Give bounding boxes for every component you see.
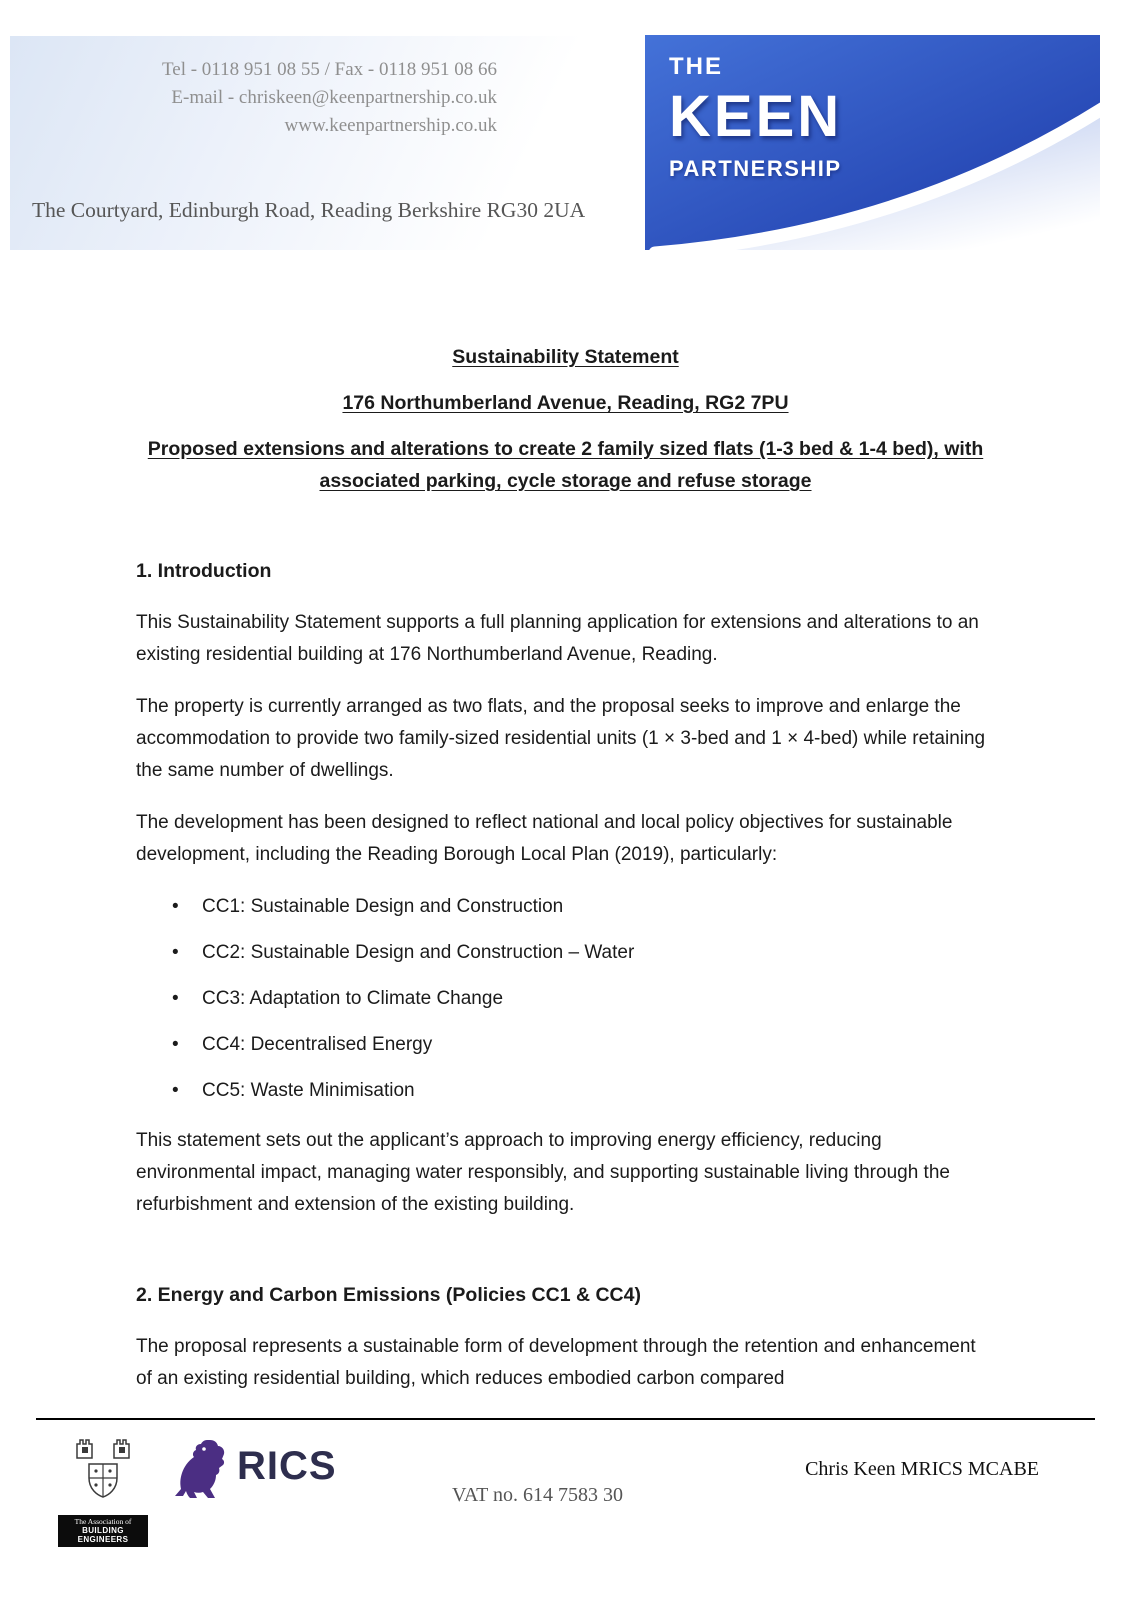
paragraph: This Sustainability Statement supports a full planning application for extensions and alterations to an existing residential building at 176 Northumberland Avenue, Reading.: [136, 612, 979, 665]
signatory-name: Chris Keen MRICS MCABE: [805, 1458, 1039, 1480]
logo-line-partnership: PARTNERSHIP: [669, 156, 842, 181]
logo-text: [669, 53, 842, 182]
abe-logo: [58, 1434, 148, 1547]
bullet-item: • CC2: Sustainable Design and Construction – Water: [136, 937, 995, 969]
paragraph: The property is currently arranged as two flats, and the proposal seeks to improve and enlarge the accommodation to provide two family-sized residential units (1 × 3-bed and 1 × 4-bed) while retaining the same number of dwellings.: [136, 696, 986, 781]
keen-partnership-logo: [645, 35, 1100, 250]
abe-label: [58, 1515, 148, 1547]
section-2-heading: 2. Energy and Carbon Emissions (Policies CC1 & CC4): [136, 1284, 641, 1306]
bullet-item: • CC3: Adaptation to Climate Change: [136, 983, 995, 1015]
section-1-heading: 1. Introduction: [136, 560, 272, 582]
logo-line-keen: KEEN: [669, 84, 843, 149]
rics-logo: [163, 1434, 337, 1498]
website-line: www.keenpartnership.co.uk: [284, 115, 497, 136]
section-introduction: [136, 555, 995, 1221]
footer-divider: [36, 1418, 1095, 1420]
address-line: The Courtyard, Edinburgh Road, Reading Berkshire RG30 2UA: [32, 198, 586, 222]
document-body: [0, 341, 1131, 1395]
vat-number: VAT no. 614 7583 30: [452, 1484, 623, 1506]
logo-line-the: THE: [669, 53, 723, 80]
bullet-item: • CC4: Decentralised Energy: [136, 1029, 995, 1061]
rics-wordmark: RICS: [237, 1443, 337, 1488]
bullet-item: • CC1: Sustainable Design and Construction: [136, 891, 995, 923]
bullet-item: • CC5: Waste Minimisation: [136, 1075, 995, 1107]
abe-label-line2: BUILDING ENGINEERS: [77, 1526, 129, 1544]
policy-bullet-list: [136, 891, 995, 1107]
title-block: [136, 341, 995, 497]
paragraph: This statement sets out the applicant’s approach to improving energy efficiency, reducing environmental impact, managing water responsibly, and supporting sustainable living through the refurbishment and extension of the existing building.: [136, 1130, 950, 1215]
document-title: Sustainability Statement: [452, 346, 679, 368]
abe-label-line1: The Association of: [74, 1517, 132, 1526]
section-energy-carbon: [136, 1279, 995, 1395]
document-footer: [0, 1418, 1131, 1600]
site-address-heading: 176 Northumberland Avenue, Reading, RG2 7PU: [342, 392, 789, 414]
proposal-heading: Proposed extensions and alterations to create 2 family sized flats (1-3 bed & 1-4 bed), with associated parking, cycle storage and refuse storage: [147, 438, 984, 492]
letterhead: [0, 0, 1131, 255]
phone-fax-line: Tel - 0118 951 08 55 / Fax - 0118 951 08 66: [161, 59, 497, 80]
email-line: E-mail - chriskeen@keenpartnership.co.uk: [171, 87, 497, 108]
paragraph: The proposal represents a sustainable form of development through the retention and enhancement of an existing residential building, which reduces embodied carbon compared: [136, 1336, 976, 1389]
rics-lion-icon: [163, 1434, 227, 1498]
paragraph: The development has been designed to reflect national and local policy objectives for sustainable development, including the Reading Borough Local Plan (2019), particularly:: [136, 812, 953, 865]
abe-crest-icon: [59, 1434, 147, 1508]
contact-block: [0, 56, 497, 140]
